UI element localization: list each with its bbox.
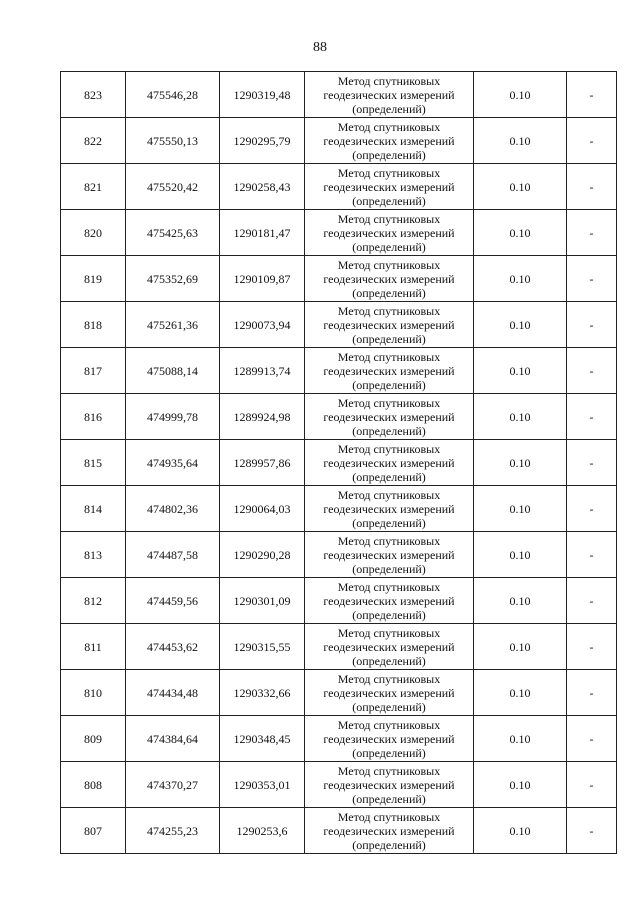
page-number: 88: [313, 40, 327, 55]
accuracy-cell: 0.10: [474, 118, 567, 164]
method-cell: Метод спутниковых геодезических измерений (определений): [305, 118, 474, 164]
table-row: [61, 164, 617, 210]
table-row: [61, 486, 617, 532]
coordinates-table: [60, 71, 617, 854]
method-cell: Метод спутниковых геодезических измерений (определений): [305, 302, 474, 348]
accuracy-cell: 0.10: [474, 578, 567, 624]
x-coordinate-cell: 474370,27: [126, 762, 220, 808]
y-coordinate-cell: 1290348,45: [220, 716, 305, 762]
y-coordinate-cell: 1290064,03: [220, 486, 305, 532]
y-coordinate-cell: 1290073,94: [220, 302, 305, 348]
coordinates-table-body: [61, 72, 617, 854]
table-row: [61, 624, 617, 670]
x-coordinate-cell: 475520,42: [126, 164, 220, 210]
table-row: [61, 348, 617, 394]
point-number-cell: 814: [61, 486, 126, 532]
extra-cell: -: [567, 578, 617, 624]
method-cell: Метод спутниковых геодезических измерений (определений): [305, 348, 474, 394]
y-coordinate-cell: 1290253,6: [220, 808, 305, 854]
method-cell: Метод спутниковых геодезических измерений (определений): [305, 716, 474, 762]
extra-cell: -: [567, 486, 617, 532]
point-number-cell: 823: [61, 72, 126, 118]
x-coordinate-cell: 475550,13: [126, 118, 220, 164]
point-number-cell: 809: [61, 716, 126, 762]
method-cell: Метод спутниковых геодезических измерений (определений): [305, 256, 474, 302]
x-coordinate-cell: 474935,64: [126, 440, 220, 486]
table-row: [61, 440, 617, 486]
table-row: [61, 762, 617, 808]
x-coordinate-cell: 475425,63: [126, 210, 220, 256]
x-coordinate-cell: 474255,23: [126, 808, 220, 854]
y-coordinate-cell: 1290353,01: [220, 762, 305, 808]
y-coordinate-cell: 1290181,47: [220, 210, 305, 256]
accuracy-cell: 0.10: [474, 762, 567, 808]
table-row: [61, 670, 617, 716]
point-number-cell: 812: [61, 578, 126, 624]
extra-cell: -: [567, 440, 617, 486]
extra-cell: -: [567, 532, 617, 578]
table-row: [61, 302, 617, 348]
table-row: [61, 72, 617, 118]
point-number-cell: 817: [61, 348, 126, 394]
x-coordinate-cell: 474453,62: [126, 624, 220, 670]
point-number-cell: 811: [61, 624, 126, 670]
method-cell: Метод спутниковых геодезических измерений (определений): [305, 578, 474, 624]
accuracy-cell: 0.10: [474, 302, 567, 348]
method-cell: Метод спутниковых геодезических измерений (определений): [305, 808, 474, 854]
x-coordinate-cell: 474802,36: [126, 486, 220, 532]
extra-cell: -: [567, 256, 617, 302]
point-number-cell: 816: [61, 394, 126, 440]
accuracy-cell: 0.10: [474, 624, 567, 670]
y-coordinate-cell: 1289913,74: [220, 348, 305, 394]
point-number-cell: 813: [61, 532, 126, 578]
y-coordinate-cell: 1290301,09: [220, 578, 305, 624]
table-row: [61, 118, 617, 164]
extra-cell: -: [567, 394, 617, 440]
y-coordinate-cell: 1290295,79: [220, 118, 305, 164]
y-coordinate-cell: 1290258,43: [220, 164, 305, 210]
table-row: [61, 394, 617, 440]
extra-cell: -: [567, 348, 617, 394]
accuracy-cell: 0.10: [474, 394, 567, 440]
accuracy-cell: 0.10: [474, 532, 567, 578]
extra-cell: -: [567, 72, 617, 118]
point-number-cell: 818: [61, 302, 126, 348]
extra-cell: -: [567, 164, 617, 210]
accuracy-cell: 0.10: [474, 486, 567, 532]
y-coordinate-cell: 1289957,86: [220, 440, 305, 486]
point-number-cell: 822: [61, 118, 126, 164]
x-coordinate-cell: 474384,64: [126, 716, 220, 762]
point-number-cell: 820: [61, 210, 126, 256]
point-number-cell: 815: [61, 440, 126, 486]
extra-cell: -: [567, 210, 617, 256]
method-cell: Метод спутниковых геодезических измерений (определений): [305, 440, 474, 486]
method-cell: Метод спутниковых геодезических измерений (определений): [305, 532, 474, 578]
method-cell: Метод спутниковых геодезических измерений (определений): [305, 164, 474, 210]
accuracy-cell: 0.10: [474, 72, 567, 118]
y-coordinate-cell: 1290315,55: [220, 624, 305, 670]
accuracy-cell: 0.10: [474, 440, 567, 486]
y-coordinate-cell: 1289924,98: [220, 394, 305, 440]
x-coordinate-cell: 475546,28: [126, 72, 220, 118]
x-coordinate-cell: 475261,36: [126, 302, 220, 348]
accuracy-cell: 0.10: [474, 716, 567, 762]
accuracy-cell: 0.10: [474, 164, 567, 210]
x-coordinate-cell: 474487,58: [126, 532, 220, 578]
method-cell: Метод спутниковых геодезических измерений (определений): [305, 762, 474, 808]
method-cell: Метод спутниковых геодезических измерений (определений): [305, 624, 474, 670]
method-cell: Метод спутниковых геодезических измерений (определений): [305, 210, 474, 256]
point-number-cell: 819: [61, 256, 126, 302]
point-number-cell: 808: [61, 762, 126, 808]
accuracy-cell: 0.10: [474, 210, 567, 256]
extra-cell: -: [567, 716, 617, 762]
accuracy-cell: 0.10: [474, 348, 567, 394]
y-coordinate-cell: 1290332,66: [220, 670, 305, 716]
y-coordinate-cell: 1290290,28: [220, 532, 305, 578]
point-number-cell: 821: [61, 164, 126, 210]
y-coordinate-cell: 1290109,87: [220, 256, 305, 302]
extra-cell: -: [567, 808, 617, 854]
method-cell: Метод спутниковых геодезических измерений (определений): [305, 394, 474, 440]
extra-cell: -: [567, 302, 617, 348]
table-row: [61, 716, 617, 762]
point-number-cell: 807: [61, 808, 126, 854]
x-coordinate-cell: 474459,56: [126, 578, 220, 624]
x-coordinate-cell: 475088,14: [126, 348, 220, 394]
x-coordinate-cell: 474434,48: [126, 670, 220, 716]
point-number-cell: 810: [61, 670, 126, 716]
accuracy-cell: 0.10: [474, 256, 567, 302]
method-cell: Метод спутниковых геодезических измерений (определений): [305, 486, 474, 532]
x-coordinate-cell: 474999,78: [126, 394, 220, 440]
extra-cell: -: [567, 118, 617, 164]
extra-cell: -: [567, 670, 617, 716]
table-row: [61, 532, 617, 578]
extra-cell: -: [567, 624, 617, 670]
table-row: [61, 256, 617, 302]
y-coordinate-cell: 1290319,48: [220, 72, 305, 118]
method-cell: Метод спутниковых геодезических измерений (определений): [305, 72, 474, 118]
x-coordinate-cell: 475352,69: [126, 256, 220, 302]
extra-cell: -: [567, 762, 617, 808]
method-cell: Метод спутниковых геодезических измерений (определений): [305, 670, 474, 716]
table-row: [61, 808, 617, 854]
accuracy-cell: 0.10: [474, 808, 567, 854]
table-row: [61, 578, 617, 624]
table-row: [61, 210, 617, 256]
accuracy-cell: 0.10: [474, 670, 567, 716]
